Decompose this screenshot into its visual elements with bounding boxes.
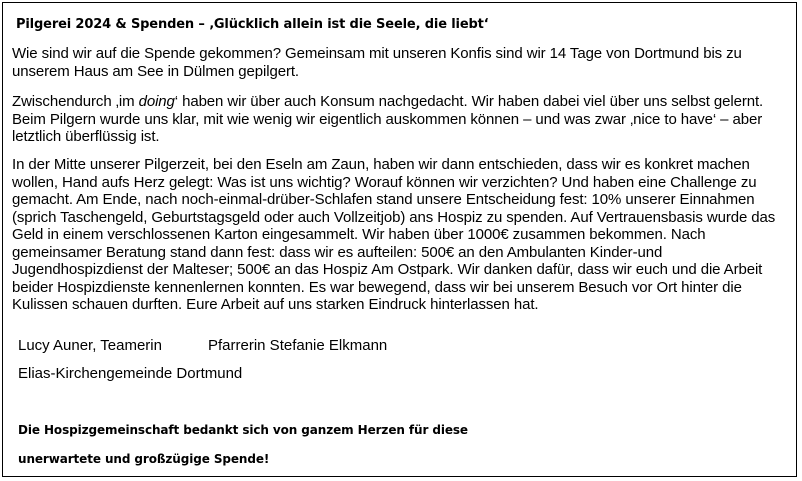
paragraph-intro: Wie sind wir auf die Spende gekommen? Gemeinsam mit unseren Konfis sind wir 14 Tage von Dortmund bis zu unserem Haus am See in Dülmen gepilgert. [12,45,742,80]
document-frame [2,2,797,477]
signature-pastor: Pfarrerin Stefanie Elkmann [208,337,388,354]
paragraph-consumption-start: Zwischendurch ‚im [12,93,139,110]
thanks-line-2: unerwartete und großzügige Spende! [18,452,270,466]
paragraph-consumption-rest: ‘ haben wir über auch Konsum nachgedacht. Wir haben dabei viel über uns selbst gelernt. Beim Pilgern wurde uns klar, mit wie wenig wir eigentlich auskommen können – und was zwar ‚nice to have‘ – aber letztlich überflüssig ist. [12,93,764,145]
thanks-line-1: Die Hospizgemeinschaft bedankt sich von ganzem Herzen für diese [18,423,468,437]
paragraph-donation: In der Mitte unserer Pilgerzeit, bei den Eseln am Zaun, haben wir dann entschieden, dass wir es konkret machen wollen, Hand aufs Herz gelegt: Was ist uns wichtig? Worauf können wir verzichten? Und haben eine Challenge zu gemacht. Am Ende, nach noch-einmal-drüber-Schlafen stand unsere Entscheidung fest: 10% unserer Einnahmen (sprich Taschengeld, Geburtstagsgeld oder auch Vollzeitjob) ans Hospiz zu spenden. Auf Vertrauensbasis wurde das Geld in einem verschlossenen Karton eingesammelt. Wir haben über 1000€ zusammen bekommen. Nach gemeinsamer Beratung stand dann fest: dass wir es aufteilen: 500€ an den Ambulanten Kinder-und Jugendhospizdienst der Malteser; 500€ an das Hospiz Am Ostpark. Wir danken dafür, dass wir euch und die Arbeit beider Hospizdienste kennenlernen konnten. Es war bewegend, dass wir bei unserem Besuch vor Ort hinter die Kulissen schauen durften. Eure Arbeit auf uns starken Eindruck hinterlassen hat. [12,156,776,313]
parish-name: Elias-Kirchengemeinde Dortmund [18,365,243,382]
paragraph-consumption-italic: doing [138,93,175,110]
paragraph-consumption [12,93,794,146]
signature-teamer: Lucy Auner, Teamerin [18,337,162,354]
document-title: Pilgerei 2024 & Spenden – ‚Glücklich allein ist die Seele, die liebt‘ [16,17,489,32]
